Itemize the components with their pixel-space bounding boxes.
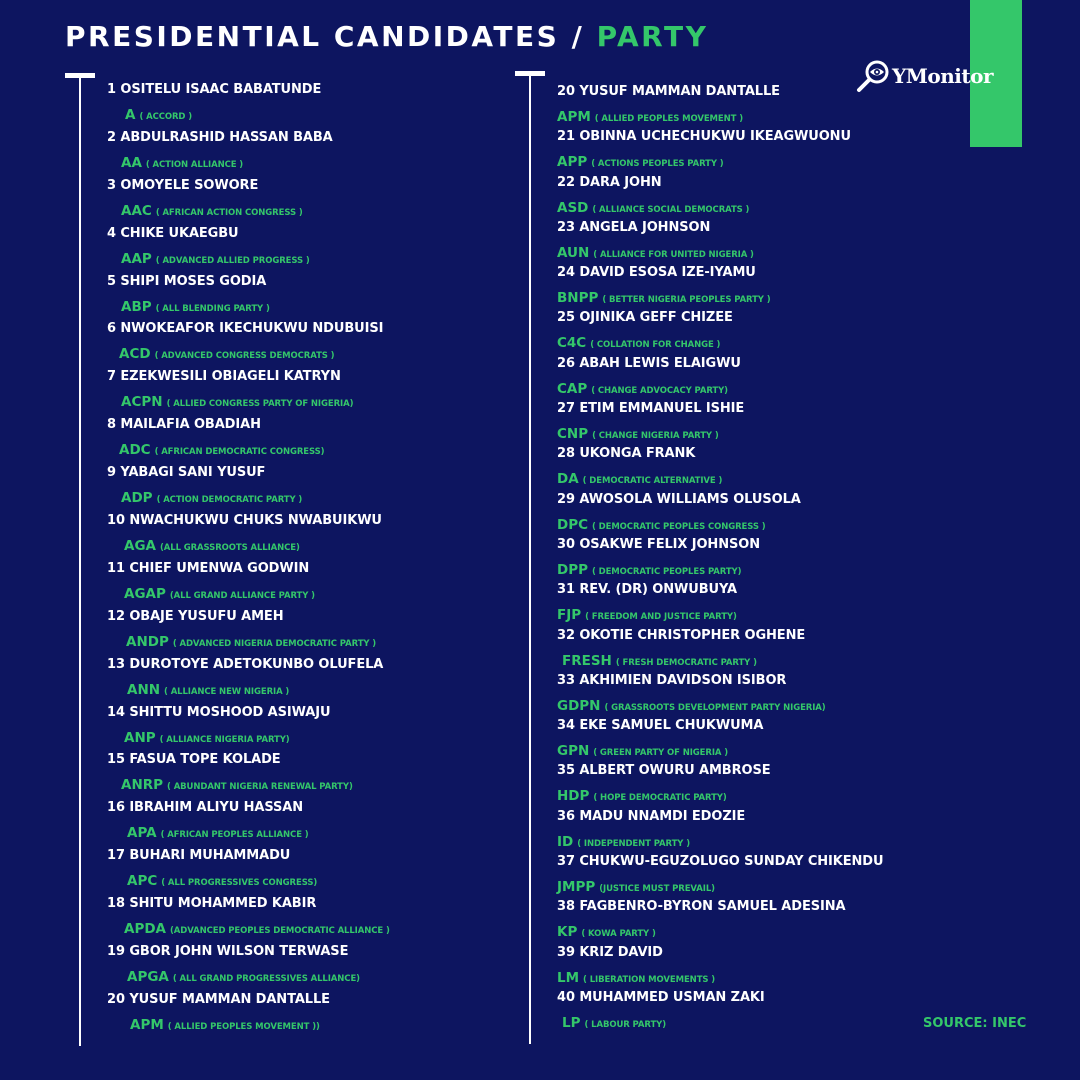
party-label xyxy=(127,822,309,841)
party-abbreviation: FRESH xyxy=(562,652,612,669)
candidate-name: 19 GBOR JOHN WILSON TERWASE xyxy=(107,944,349,960)
party-label xyxy=(126,631,376,650)
party-abbreviation: AAC xyxy=(121,202,152,219)
candidate-name: 40 MUHAMMED USMAN ZAKI xyxy=(557,989,765,1005)
candidate-name: 27 ETIM EMMANUEL ISHIE xyxy=(557,401,745,417)
candidate-name: 38 FAGBENRO-BYRON SAMUEL ADESINA xyxy=(557,899,846,915)
party-label xyxy=(557,785,727,804)
party-label xyxy=(127,870,317,889)
party-abbreviation: APM xyxy=(130,1016,164,1033)
party-full-name: ( DEMOCRATIC PEOPLES PARTY) xyxy=(592,566,742,577)
candidate-name: 23 ANGELA JOHNSON xyxy=(557,219,711,235)
party-abbreviation: CNP xyxy=(557,426,589,443)
party-full-name: ( INDEPENDENT PARTY ) xyxy=(577,838,690,849)
party-abbreviation: KP xyxy=(557,924,578,941)
party-abbreviation: APM xyxy=(557,109,591,125)
party-full-name: ( ALLIED PEOPLES MOVEMENT )) xyxy=(167,1021,320,1032)
party-full-name: (JUSTICE MUST PREVAIL) xyxy=(599,884,715,895)
party-label xyxy=(557,287,771,306)
party-full-name: ( GREEN PARTY OF NIGERIA ) xyxy=(593,748,729,759)
party-label xyxy=(124,918,390,937)
candidate-name: 4 CHIKE UKAEGBU xyxy=(107,225,239,241)
party-label xyxy=(557,695,826,714)
candidate-name: 24 DAVID ESOSA IZE-IYAMU xyxy=(557,265,756,281)
party-abbreviation: ANN xyxy=(127,681,161,698)
party-abbreviation: FJP xyxy=(557,607,582,624)
left-column-line xyxy=(79,73,81,1046)
candidate-name: 7 EZEKWESILI OBIAGELI KATRYN xyxy=(107,369,341,385)
party-label xyxy=(557,378,728,397)
party-abbreviation: ADC xyxy=(119,442,151,459)
party-label xyxy=(130,1014,320,1033)
party-abbreviation: CAP xyxy=(557,380,588,397)
party-abbreviation: AGA xyxy=(124,538,156,555)
party-full-name: ( GRASSROOTS DEVELOPMENT PARTY NIGERIA) xyxy=(604,702,826,713)
party-abbreviation: AGAP xyxy=(124,585,166,602)
party-full-name: ( DEMOCRATIC PEOPLES CONGRESS ) xyxy=(592,521,766,532)
party-label xyxy=(121,248,310,267)
candidate-name: 5 SHIPI MOSES GODIA xyxy=(107,273,267,289)
party-full-name: ( AFRICAN ACTION CONGRESS ) xyxy=(155,207,303,218)
party-label xyxy=(557,332,720,351)
party-label xyxy=(125,104,192,123)
party-label xyxy=(121,774,353,793)
party-label xyxy=(557,876,715,895)
candidate-name: 2 ABDULRASHID HASSAN BABA xyxy=(107,129,333,145)
party-abbreviation: ABP xyxy=(121,298,152,315)
party-abbreviation: ACPN xyxy=(121,394,163,411)
source-note: SOURCE: INEC xyxy=(923,1016,1027,1031)
party-full-name: ( ADVANCED NIGERIA DEMOCRATIC PARTY ) xyxy=(172,638,377,649)
candidate-name: 12 OBAJE YUSUFU AMEH xyxy=(107,608,284,624)
party-full-name: ( ACCORD ) xyxy=(139,112,193,122)
party-full-name: ( KOWA PARTY ) xyxy=(581,929,656,940)
candidate-name: 31 REV. (DR) ONWUBUYA xyxy=(557,582,737,598)
party-label xyxy=(121,487,302,506)
party-abbreviation: ACD xyxy=(119,346,151,363)
title-main: PRESIDENTIAL CANDIDATES xyxy=(65,20,560,53)
party-full-name: ( FREEDOM AND JUSTICE PARTY) xyxy=(585,612,737,623)
party-full-name: ( DEMOCRATIC ALTERNATIVE ) xyxy=(582,476,723,487)
candidate-name: 29 AWOSOLA WILLIAMS OLUSOLA xyxy=(557,491,801,507)
party-full-name: ( FRESH DEMOCRATIC PARTY ) xyxy=(615,657,757,668)
party-full-name: ( ABUNDANT NIGERIA RENEWAL PARTY) xyxy=(167,782,353,793)
party-label xyxy=(557,468,722,487)
party-abbreviation: AAP xyxy=(121,250,152,267)
candidate-name: 35 ALBERT OWURU AMBROSE xyxy=(557,763,771,779)
party-abbreviation: APGA xyxy=(127,969,169,986)
party-full-name: (ALL GRAND ALLIANCE PARTY ) xyxy=(169,590,315,601)
party-abbreviation: ANDP xyxy=(126,633,169,650)
party-label xyxy=(557,604,737,623)
page-title xyxy=(65,20,708,53)
candidate-name: 8 MAILAFIA OBADIAH xyxy=(107,417,261,433)
party-label xyxy=(121,296,270,315)
party-abbreviation: GPN xyxy=(557,743,590,760)
candidate-name: 16 IBRAHIM ALIYU HASSAN xyxy=(107,800,304,816)
party-abbreviation: AUN xyxy=(557,244,590,261)
party-full-name: ( HOPE DEMOCRATIC PARTY) xyxy=(593,793,727,804)
candidate-name: 10 NWACHUKWU CHUKS NWABUIKWU xyxy=(107,513,382,529)
candidate-name: 18 SHITU MOHAMMED KABIR xyxy=(107,896,317,912)
party-full-name: (ALL GRASSROOTS ALLIANCE) xyxy=(159,543,300,554)
party-abbreviation: AA xyxy=(121,154,142,171)
party-full-name: ( BETTER NIGERIA PEOPLES PARTY ) xyxy=(602,295,771,306)
candidate-name: 28 UKONGA FRANK xyxy=(557,446,696,462)
candidate-name: 15 FASUA TOPE KOLADE xyxy=(107,752,281,768)
candidate-name: 14 SHITTU MOSHOOD ASIWAJU xyxy=(107,704,331,720)
party-abbreviation: APP xyxy=(557,154,588,171)
party-label xyxy=(557,967,715,986)
party-abbreviation: APA xyxy=(127,825,157,842)
party-label xyxy=(124,535,300,554)
candidate-name: 1 OSITELU ISAAC BABATUNDE xyxy=(107,82,322,97)
title-separator: / xyxy=(559,20,597,53)
party-full-name: ( LIBERATION MOVEMENTS ) xyxy=(583,974,716,985)
candidate-name: 20 YUSUF MAMMAN DANTALLE xyxy=(557,84,780,99)
party-label xyxy=(562,1012,666,1031)
candidate-name: 36 MADU NNAMDI EDOZIE xyxy=(557,808,746,824)
party-abbreviation: DPC xyxy=(557,516,589,533)
party-abbreviation: ADP xyxy=(121,490,153,507)
party-label xyxy=(557,740,728,759)
candidate-name: 17 BUHARI MUHAMMADU xyxy=(107,848,291,864)
candidate-name: 37 CHUKWU-EGUZOLUGO SUNDAY CHIKENDU xyxy=(557,854,884,870)
party-label xyxy=(557,106,743,125)
magnifier-eye-icon xyxy=(856,58,892,94)
party-full-name: ( LABOUR PARTY) xyxy=(584,1019,666,1030)
party-label xyxy=(121,200,303,219)
party-label xyxy=(557,197,749,216)
party-abbreviation: GDPN xyxy=(557,697,601,714)
party-abbreviation: ID xyxy=(557,833,574,850)
candidate-name: 26 ABAH LEWIS ELAIGWU xyxy=(557,355,741,371)
candidate-name: 11 CHIEF UMENWA GODWIN xyxy=(107,560,310,576)
party-full-name: ( ADVANCED CONGRESS DEMOCRATS ) xyxy=(154,351,335,362)
party-full-name: ( COLLATION FOR CHANGE ) xyxy=(590,340,721,351)
party-full-name: ( ALLIANCE FOR UNITED NIGERIA ) xyxy=(593,249,754,260)
party-label xyxy=(557,242,754,261)
party-full-name: ( ADVANCED ALLIED PROGRESS ) xyxy=(155,255,310,266)
party-abbreviation: A xyxy=(125,107,136,123)
party-abbreviation: APC xyxy=(127,873,158,890)
party-abbreviation: JMPP xyxy=(557,879,596,896)
candidate-name: 22 DARA JOHN xyxy=(557,174,662,190)
party-full-name: ( ACTION DEMOCRATIC PARTY ) xyxy=(156,495,303,506)
party-full-name: ( CHANGE ADVOCACY PARTY) xyxy=(591,385,728,396)
party-full-name: ( AFRICAN PEOPLES ALLIANCE ) xyxy=(160,830,309,841)
party-full-name: ( ALLIANCE SOCIAL DEMOCRATS ) xyxy=(592,204,750,215)
candidate-name: 30 OSAKWE FELIX JOHNSON xyxy=(557,536,760,552)
party-abbreviation: DPP xyxy=(557,561,588,578)
party-label xyxy=(127,966,360,985)
ymonitor-logo xyxy=(856,58,993,94)
party-label xyxy=(119,343,334,362)
party-label xyxy=(557,423,719,442)
party-abbreviation: ANRP xyxy=(121,777,164,794)
party-full-name: ( AFRICAN DEMOCRATIC CONGRESS) xyxy=(154,447,325,458)
party-label xyxy=(124,727,290,746)
party-label xyxy=(562,650,757,669)
party-label xyxy=(557,514,766,533)
party-abbreviation: BNPP xyxy=(557,290,599,307)
party-full-name: ( ALLIED PEOPLES MOVEMENT ) xyxy=(594,114,743,124)
candidate-name: 25 OJINIKA GEFF CHIZEE xyxy=(557,310,733,326)
party-abbreviation: C4C xyxy=(557,335,587,352)
logo-text: YMonitor xyxy=(892,64,994,88)
candidate-name: 6 NWOKEAFOR IKECHUKWU NDUBUISI xyxy=(107,321,384,337)
party-abbreviation: ASD xyxy=(557,199,589,216)
candidate-name: 21 OBINNA UCHECHUKWU IKEAGWUONU xyxy=(557,129,851,145)
party-abbreviation: LP xyxy=(562,1014,581,1031)
party-label xyxy=(557,921,656,940)
candidate-name: 3 OMOYELE SOWORE xyxy=(107,177,259,193)
party-label xyxy=(121,391,353,410)
candidate-name: 34 EKE SAMUEL CHUKWUMA xyxy=(557,718,764,734)
right-column-line xyxy=(529,71,531,1044)
party-label xyxy=(557,831,690,850)
party-abbreviation: ANP xyxy=(124,729,156,746)
party-full-name: ( CHANGE NIGERIA PARTY ) xyxy=(592,431,719,442)
candidate-name: 20 YUSUF MAMMAN DANTALLE xyxy=(107,991,330,1007)
party-full-name: ( ALLIANCE NIGERIA PARTY) xyxy=(159,734,290,745)
party-full-name: ( ACTION ALLIANCE ) xyxy=(145,159,244,170)
party-abbreviation: LM xyxy=(557,969,580,986)
party-label xyxy=(124,583,315,602)
party-label xyxy=(121,152,243,171)
party-abbreviation: DA xyxy=(557,471,579,488)
party-full-name: (ADVANCED PEOPLES DEMOCRATIC ALLIANCE ) xyxy=(170,926,390,937)
party-abbreviation: HDP xyxy=(557,788,590,805)
candidate-name: 9 YABAGI SANI YUSUF xyxy=(107,465,266,481)
party-full-name: ( ACTIONS PEOPLES PARTY ) xyxy=(591,159,724,170)
party-full-name: ( ALLIANCE NEW NIGERIA ) xyxy=(164,686,290,697)
candidate-name: 39 KRIZ DAVID xyxy=(557,944,663,960)
title-highlight: PARTY xyxy=(596,20,709,53)
party-label xyxy=(127,679,289,698)
party-full-name: ( ALL BLENDING PARTY ) xyxy=(155,303,270,314)
candidate-name: 32 OKOTIE CHRISTOPHER OGHENE xyxy=(557,627,806,643)
party-label xyxy=(119,439,324,458)
party-full-name: ( ALLIED CONGRESS PARTY OF NIGERIA) xyxy=(166,399,354,410)
candidate-name: 33 AKHIMIEN DAVIDSON ISIBOR xyxy=(557,672,787,688)
party-label xyxy=(557,559,741,578)
party-full-name: ( ALL PROGRESSIVES CONGRESS) xyxy=(161,878,318,889)
party-label xyxy=(557,151,724,170)
candidate-name: 13 DUROTOYE ADETOKUNBO OLUFELA xyxy=(107,656,384,672)
party-full-name: ( ALL GRAND PROGRESSIVES ALLIANCE) xyxy=(172,974,360,985)
party-abbreviation: APDA xyxy=(124,921,166,938)
